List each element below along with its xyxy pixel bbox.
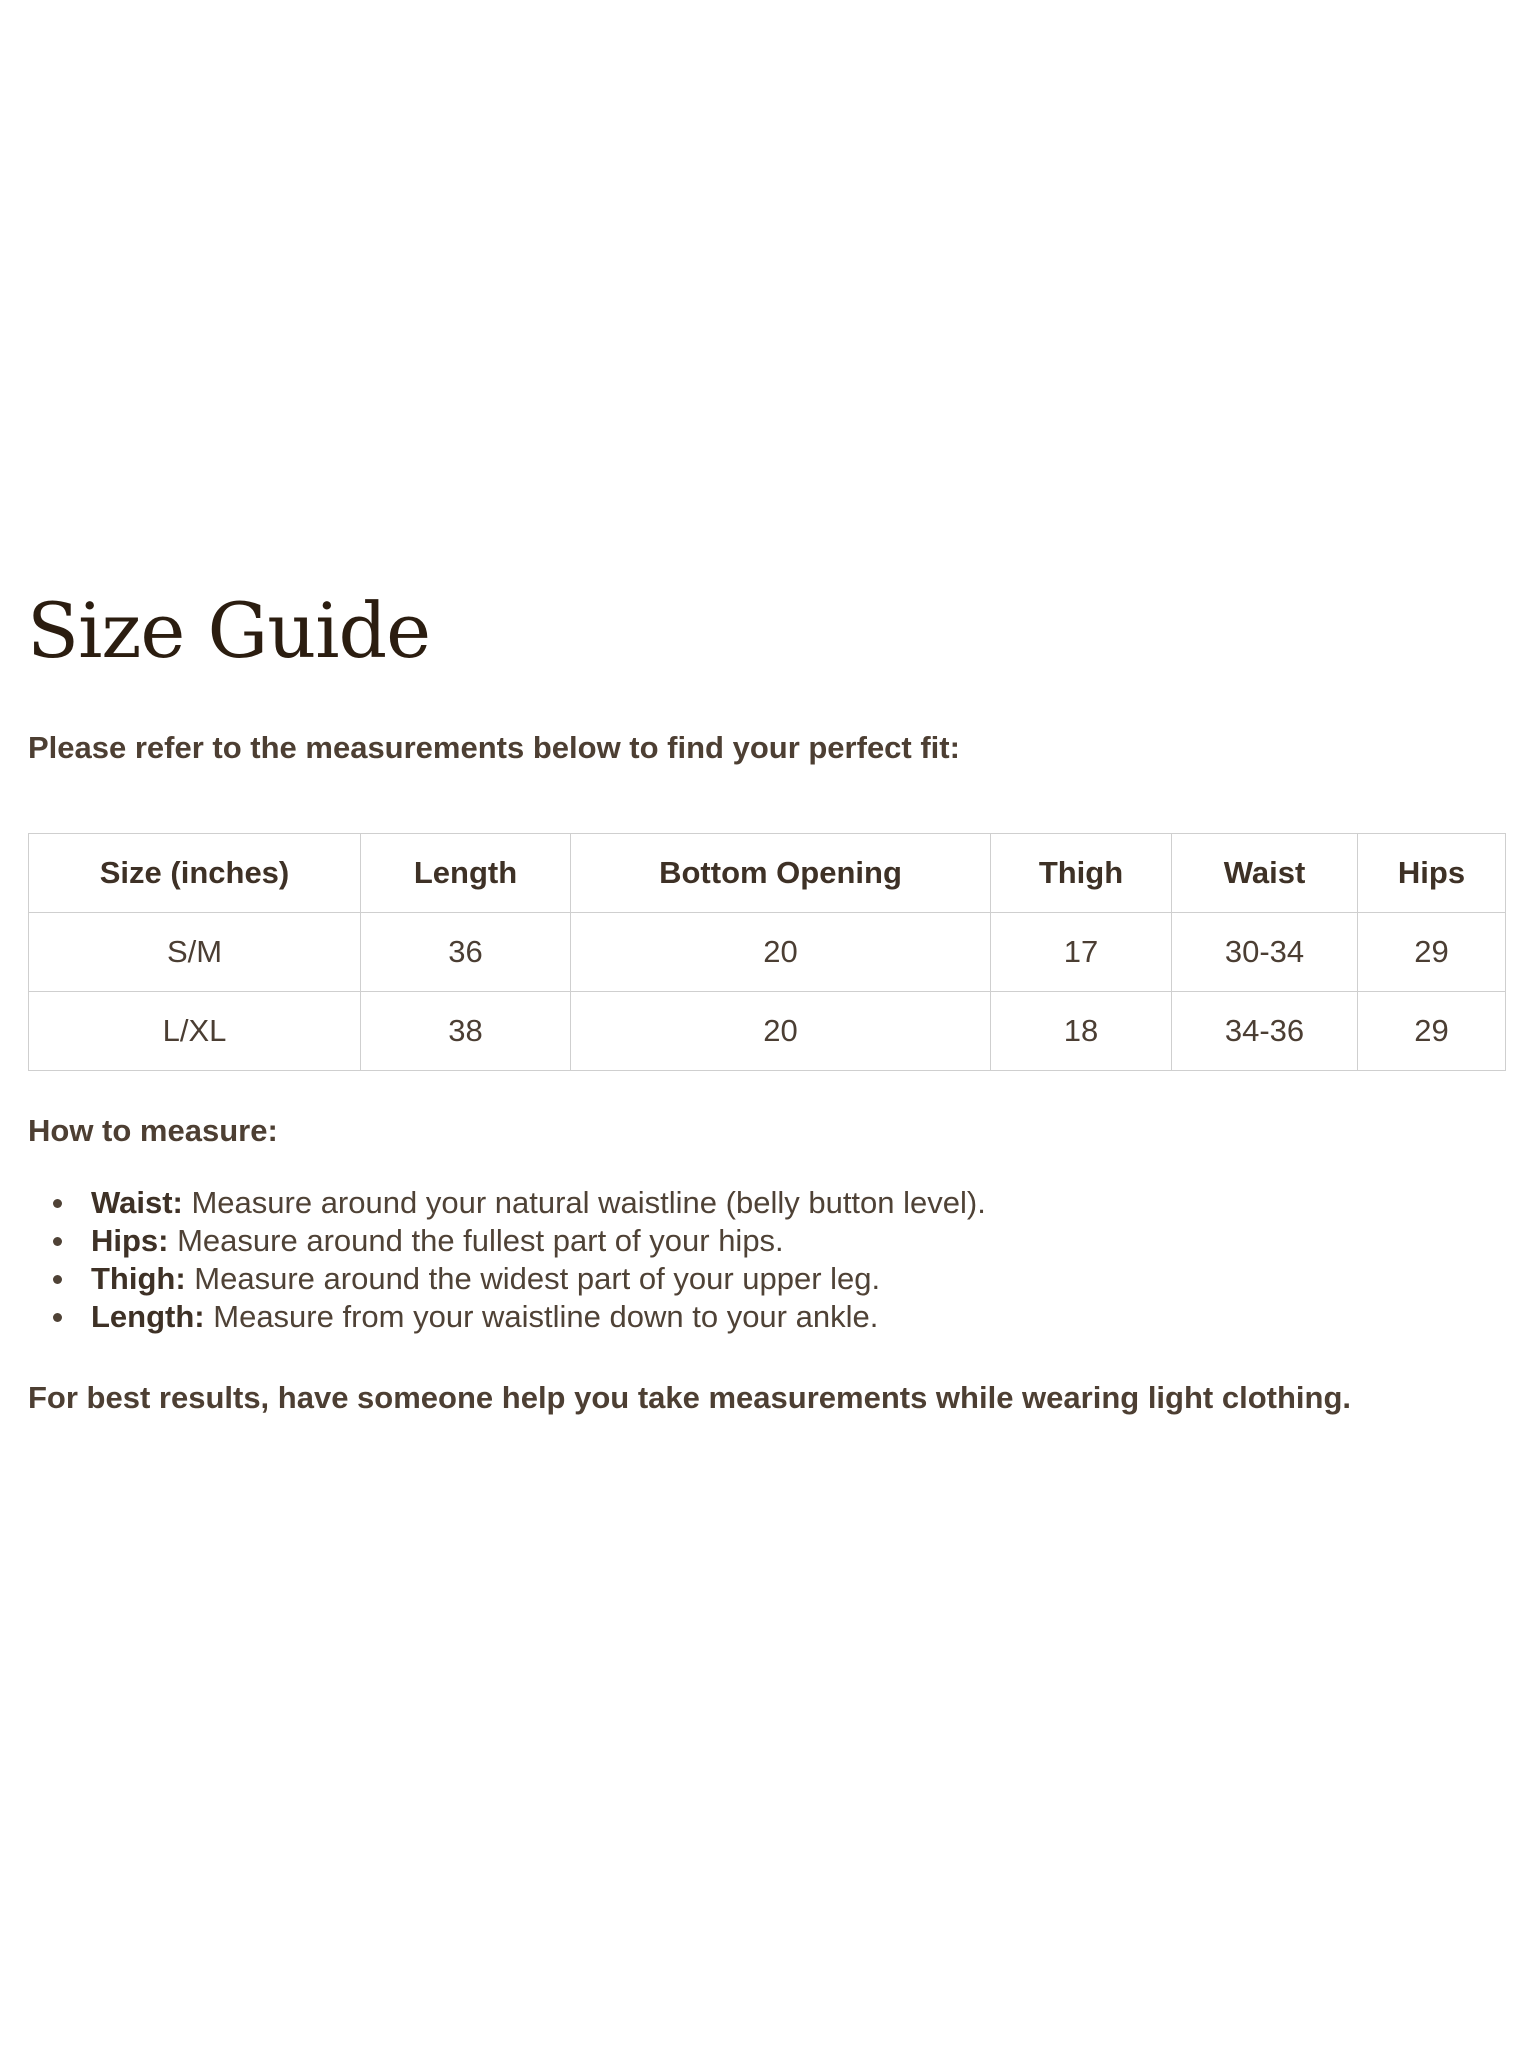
table-cell: S/M: [29, 913, 361, 992]
bullet-icon: [53, 1313, 62, 1322]
table-cell: 29: [1358, 913, 1506, 992]
table-cell: 34-36: [1172, 992, 1358, 1071]
header-length: Length: [361, 834, 571, 913]
table-cell: 17: [991, 913, 1172, 992]
table-header-row: [29, 834, 1506, 913]
header-waist: Waist: [1172, 834, 1358, 913]
measure-list: [28, 1184, 1478, 1336]
measure-description: Measure around the fullest part of your hips.: [168, 1223, 784, 1258]
measure-term: Hips:: [91, 1223, 169, 1258]
table-row: [29, 992, 1506, 1071]
bullet-icon: [53, 1275, 62, 1284]
table-cell: 36: [361, 913, 571, 992]
measure-term: Length:: [91, 1299, 205, 1334]
bullet-icon: [53, 1199, 62, 1208]
bullet-icon: [53, 1237, 62, 1246]
measure-term: Waist:: [91, 1185, 183, 1220]
measure-description: Measure around the widest part of your upper leg.: [185, 1261, 881, 1296]
table-cell: L/XL: [29, 992, 361, 1071]
table-cell: 30-34: [1172, 913, 1358, 992]
header-thigh: Thigh: [991, 834, 1172, 913]
header-hips: Hips: [1358, 834, 1506, 913]
measure-term: Thigh:: [91, 1261, 186, 1296]
header-bottom-opening: Bottom Opening: [571, 834, 991, 913]
intro-text: Please refer to the measurements below to find your perfect fit:: [28, 730, 960, 765]
table-cell: 20: [571, 992, 991, 1071]
measure-description: Measure around your natural waistline (belly button level).: [182, 1185, 986, 1220]
table-cell: 29: [1358, 992, 1506, 1071]
list-item: [28, 1222, 1478, 1260]
page-title: Size Guide: [27, 586, 431, 675]
table-cell: 20: [571, 913, 991, 992]
list-item: [28, 1184, 1478, 1222]
table-row: [29, 913, 1506, 992]
measure-description: Measure from your waistline down to your ankle.: [204, 1299, 879, 1334]
size-table: [28, 833, 1506, 1071]
table-cell: 38: [361, 992, 571, 1071]
list-item: [28, 1298, 1478, 1336]
header-size: Size (inches): [29, 834, 361, 913]
footer-note: For best results, have someone help you take measurements while wearing light clothing.: [28, 1380, 1351, 1415]
table-cell: 18: [991, 992, 1172, 1071]
list-item: [28, 1260, 1478, 1298]
how-to-measure-heading: How to measure:: [28, 1113, 278, 1148]
